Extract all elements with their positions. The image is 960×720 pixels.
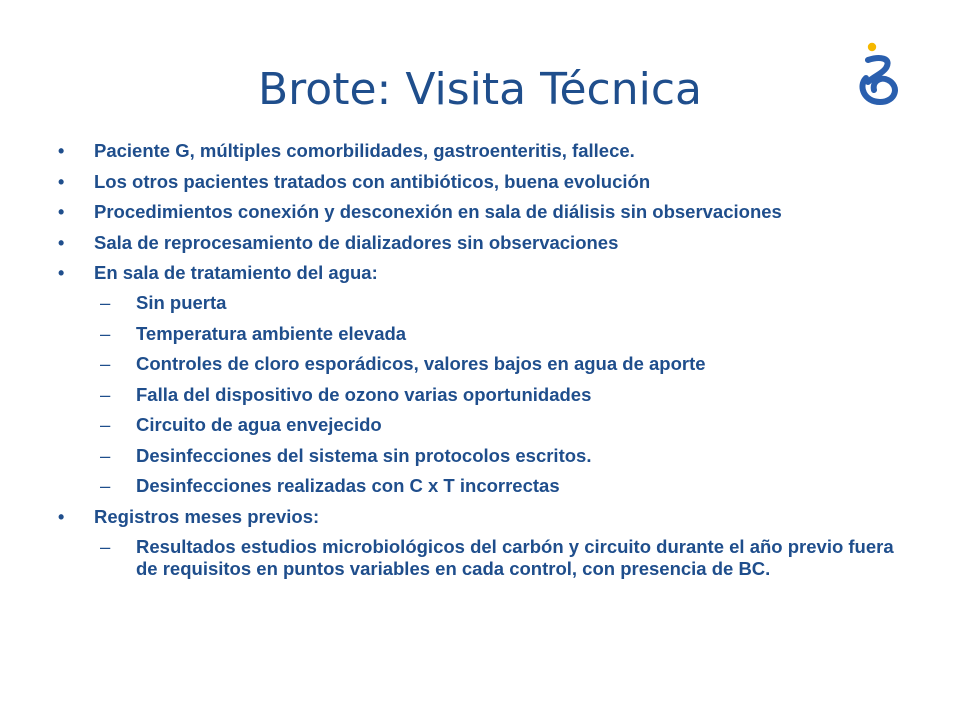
dash-icon: – [100, 414, 111, 435]
dash-icon: – [100, 475, 111, 496]
bullet-dot-icon: • [58, 506, 65, 527]
sub-bullet-item [94, 353, 908, 375]
bullet-text: Sala de reprocesamiento de dializadores sin observaciones [94, 231, 619, 253]
sub-bullet-item [94, 445, 908, 467]
sub-bullet-text: Controles de cloro esporádicos, valores bajos en agua de aporte [136, 353, 706, 374]
dash-icon: – [100, 353, 111, 374]
bullet-item [58, 262, 908, 497]
dash-icon: – [100, 383, 111, 405]
dash-icon: – [100, 322, 111, 344]
sub-bullet-text: Desinfecciones del sistema sin protocolos escritos. [136, 444, 592, 466]
sub-bullet-item [94, 292, 908, 314]
bullet-text: Paciente G, múltiples comorbilidades, gastroenteritis, fallece. [94, 140, 635, 161]
bullet-list [58, 140, 908, 580]
bullet-dot-icon: • [58, 202, 65, 222]
dash-icon: – [100, 444, 111, 466]
bullet-dot-icon: • [58, 141, 65, 161]
bullet-dot-icon: • [58, 263, 65, 283]
bullet-item [58, 201, 908, 223]
sub-bullet-list [94, 536, 908, 580]
bullet-item [58, 232, 908, 254]
sub-bullet-item [94, 323, 908, 345]
sub-bullet-text: Temperatura ambiente elevada [136, 322, 407, 344]
slide-title: Brote: Visita Técnica [258, 64, 702, 115]
slide-content [58, 140, 908, 588]
sub-bullet-list [94, 292, 908, 497]
bullet-text: En sala de tratamiento del agua: [94, 262, 378, 283]
bullet-item [58, 171, 908, 193]
bullet-dot-icon: • [58, 171, 65, 192]
sub-bullet-text: Falla del dispositivo de ozono varias oportunidades [136, 383, 592, 405]
sub-bullet-text: Circuito de agua envejecido [136, 414, 382, 435]
sub-bullet-text: Desinfecciones realizadas con C x T incorrectas [136, 475, 560, 496]
bullet-item [58, 140, 908, 162]
bullet-text: Registros meses previos: [94, 505, 320, 527]
sub-bullet-text: Sin puerta [136, 292, 227, 313]
sub-bullet-item [94, 536, 908, 580]
institution-logo-icon [856, 38, 906, 112]
bullet-text: Procedimientos conexión y desconexión en sala de diálisis sin observaciones [94, 201, 782, 222]
dash-icon: – [100, 535, 111, 557]
dash-icon: – [100, 292, 111, 313]
sub-bullet-item [94, 414, 908, 436]
bullet-item [58, 506, 908, 580]
bullet-text: Los otros pacientes tratados con antibióticos, buena evolución [94, 170, 651, 192]
sub-bullet-item [94, 384, 908, 406]
sub-bullet-text: Resultados estudios microbiológicos del carbón y circuito durante el año previo fuera de requisitos en puntos variables en cada control, con presencia de BC. [136, 535, 894, 579]
bullet-dot-icon: • [58, 232, 65, 253]
sub-bullet-item [94, 475, 908, 497]
